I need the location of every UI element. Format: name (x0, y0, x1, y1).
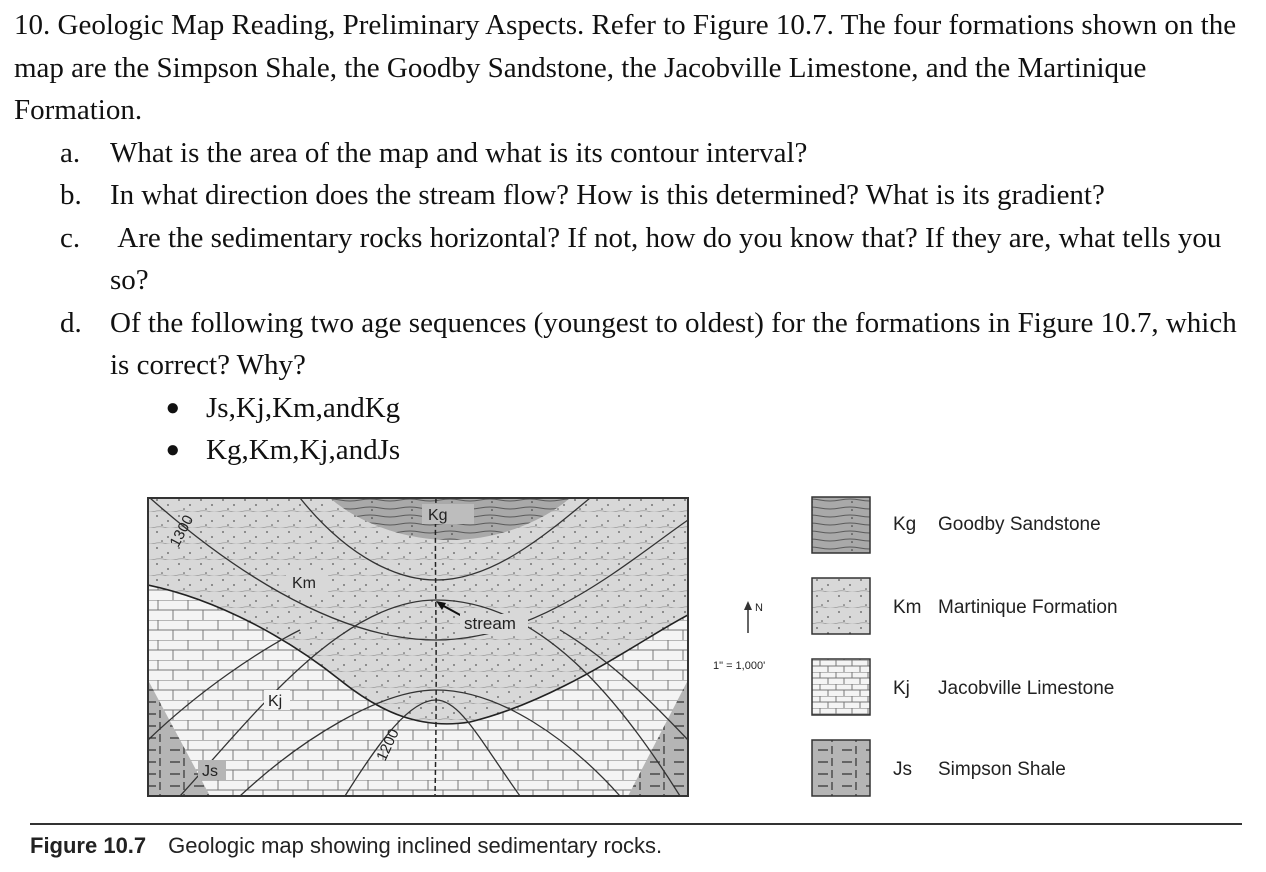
bullet-text: Js,Kj,Km,andKg (206, 391, 401, 424)
north-label: N (755, 602, 763, 614)
map-body (148, 498, 688, 796)
item-text: What is the area of the map and what is its contour interval? (110, 136, 808, 169)
legend-code: Js (893, 759, 912, 780)
legend-swatch-kg (812, 497, 870, 553)
item-label: b. (60, 179, 82, 211)
question-item-d (14, 302, 1259, 387)
legend-swatch-km (812, 578, 870, 634)
label-js: Js (202, 763, 218, 780)
contour-label-1200: 1200 (373, 726, 403, 764)
question-item-b (14, 174, 1259, 217)
geologic-figure (0, 490, 1266, 872)
legend-code: Km (893, 597, 922, 618)
bullet-item (14, 429, 1259, 472)
caption-rule (30, 823, 1242, 825)
item-label: d. (60, 306, 82, 339)
label-stream: stream (464, 614, 516, 633)
question-item-a (14, 132, 1259, 175)
figure-caption (30, 833, 662, 859)
item-text: In what direction does the stream flow? How is this determined? What is its gradient? (110, 179, 1105, 211)
item-text: Are the sedimentary rocks horizontal? If not, how do you know that? If they are, what tells you so? (110, 221, 1229, 296)
legend-code: Kj (893, 678, 910, 699)
question-text (14, 4, 1259, 472)
caption-label: Figure 10.7 (30, 833, 147, 858)
legend-swatch-js (812, 740, 870, 796)
legend-name: Simpson Shale (938, 759, 1066, 780)
label-kg: Kg (428, 507, 448, 524)
question-item-c (14, 217, 1259, 302)
legend-name: Goodby Sandstone (938, 514, 1101, 535)
scale-label: 1" = 1,000' (713, 660, 766, 672)
legend-code: Kg (893, 514, 917, 535)
north-arrowhead-icon (744, 601, 752, 610)
legend-swatch-kj (812, 659, 870, 715)
item-label: c. (60, 221, 81, 254)
item-text: Of the following two age sequences (youngest to oldest) for the formations in Figure 10.7, which is correct? Why? (110, 306, 1237, 381)
legend-name: Martinique Formation (938, 597, 1118, 618)
bullet-item (14, 387, 1259, 430)
caption-text: Geologic map showing inclined sedimentary rocks. (168, 833, 663, 858)
label-kj: Kj (268, 693, 283, 710)
bullet-text: Kg,Km,Kj,andJs (206, 434, 401, 466)
item-label: a. (60, 136, 81, 169)
bullet-icon: ● (165, 437, 180, 463)
label-km: Km (292, 575, 316, 592)
contour-label-1300: 1300 (166, 512, 198, 550)
legend-name: Jacobville Limestone (938, 678, 1115, 699)
bullet-icon: ● (165, 394, 180, 421)
question-intro: 10. Geologic Map Reading, Preliminary Aspects. Refer to Figure 10.7. The four formations shown on the map are the Simpson Shale, the Goodby Sandstone, the Jacobville Limestone, and the Martinique Formation. (14, 9, 1237, 126)
